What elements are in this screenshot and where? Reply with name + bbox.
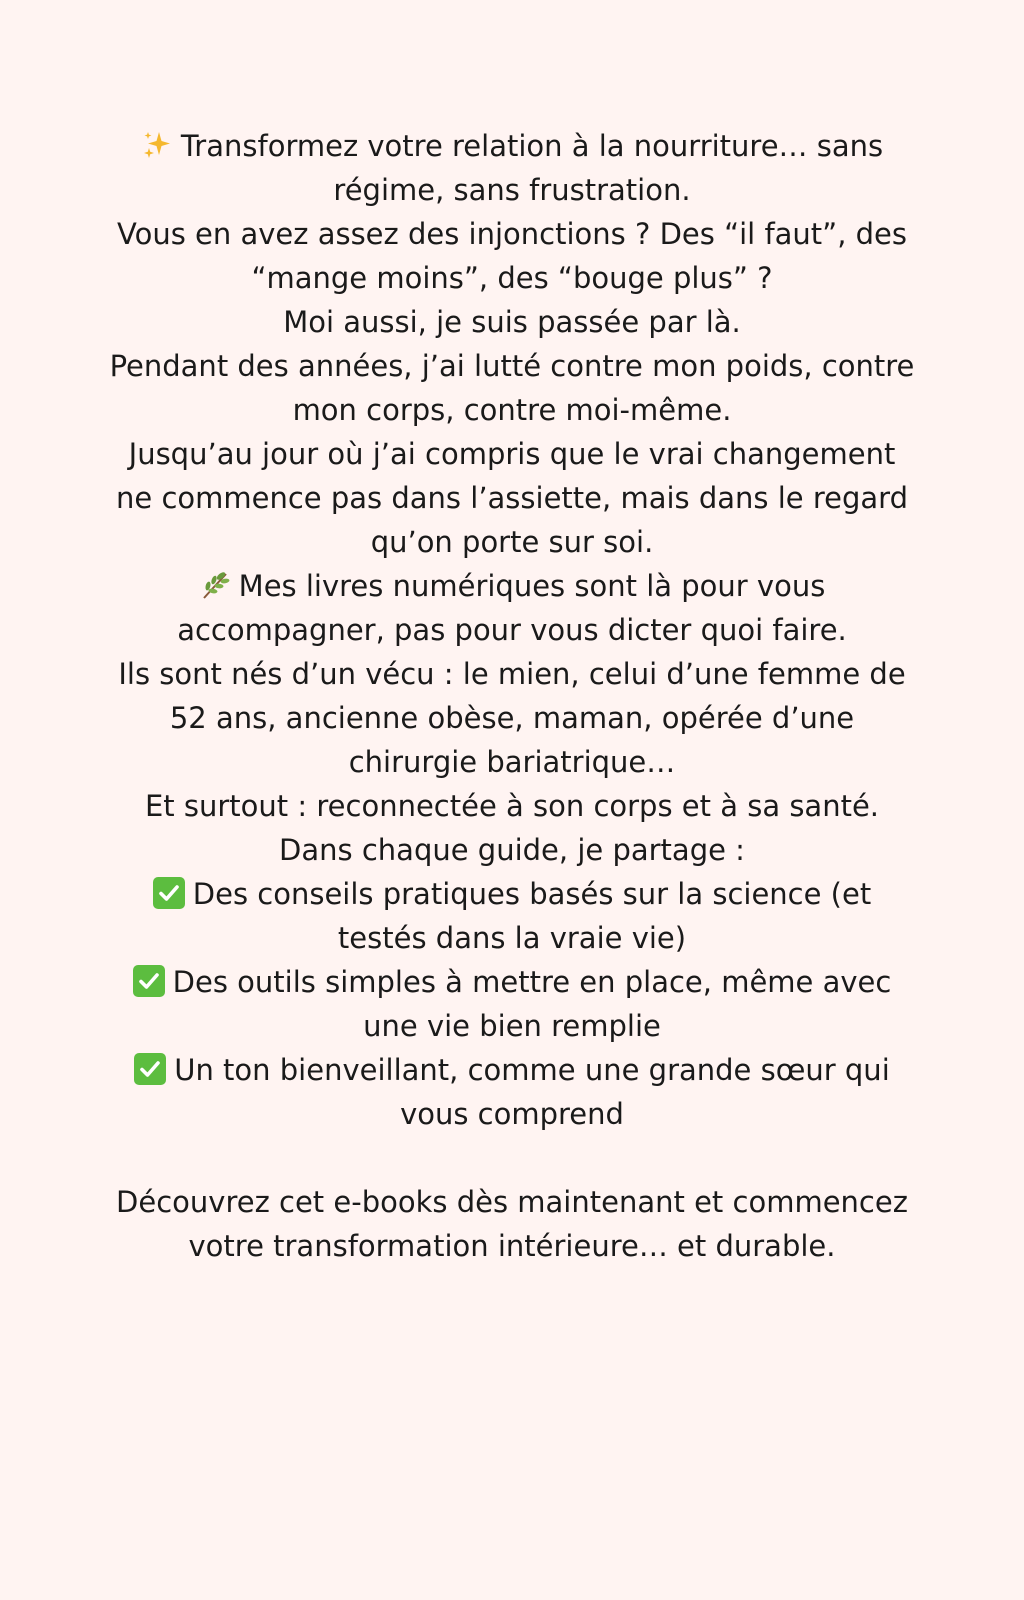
bullet-text: Un ton bienveillant, comme une grande sœur qui vous comprend (174, 1053, 890, 1131)
check-mark-button-icon (134, 1053, 166, 1085)
paragraph-moi-aussi: Moi aussi, je suis passée par là. (283, 305, 741, 339)
bullet-text: Des conseils pratiques basés sur la science (et testés dans la vraie vie) (192, 877, 872, 955)
check-mark-button-icon (153, 877, 185, 909)
bullet-item (108, 872, 916, 960)
sparkles-icon (141, 129, 173, 161)
paragraph-injonctions: Vous en avez assez des injonctions ? Des “il faut”, des “mange moins”, des “bouge plus” ? (117, 217, 907, 295)
bullet-item (108, 1048, 916, 1136)
bullet-item (108, 960, 916, 1048)
paragraph-surtout: Et surtout : reconnectée à son corps et à sa santé. (144, 789, 880, 823)
paragraph-livres (108, 564, 916, 652)
paragraph-spacer (108, 1136, 916, 1180)
closing-paragraph: Découvrez cet e-books dès maintenant et commencez votre transformation intérieure… et durable. (116, 1185, 908, 1263)
bullet-text: Des outils simples à mettre en place, même avec une vie bien remplie (172, 965, 892, 1043)
check-mark-button-icon (133, 965, 165, 997)
livres-text: Mes livres numériques sont là pour vous accompagner, pas pour vous dicter quoi faire. (177, 569, 847, 647)
intro-paragraph (108, 124, 916, 212)
paragraph-guide-intro: Dans chaque guide, je partage : (279, 833, 745, 867)
intro-text: Transformez votre relation à la nourriture… sans régime, sans frustration. (180, 129, 884, 207)
paragraph-annees: Pendant des années, j’ai lutté contre mon poids, contre mon corps, contre moi-même. (109, 349, 915, 427)
description-text (108, 124, 916, 1268)
paragraph-vecu: Ils sont nés d’un vécu : le mien, celui d’une femme de 52 ans, ancienne obèse, maman, opérée d’une chirurgie bariatrique… (118, 657, 906, 779)
herb-icon (199, 569, 231, 601)
paragraph-changement: Jusqu’au jour où j’ai compris que le vrai changement ne commence pas dans l’assiette, mais dans le regard qu’on porte sur soi. (116, 437, 908, 559)
